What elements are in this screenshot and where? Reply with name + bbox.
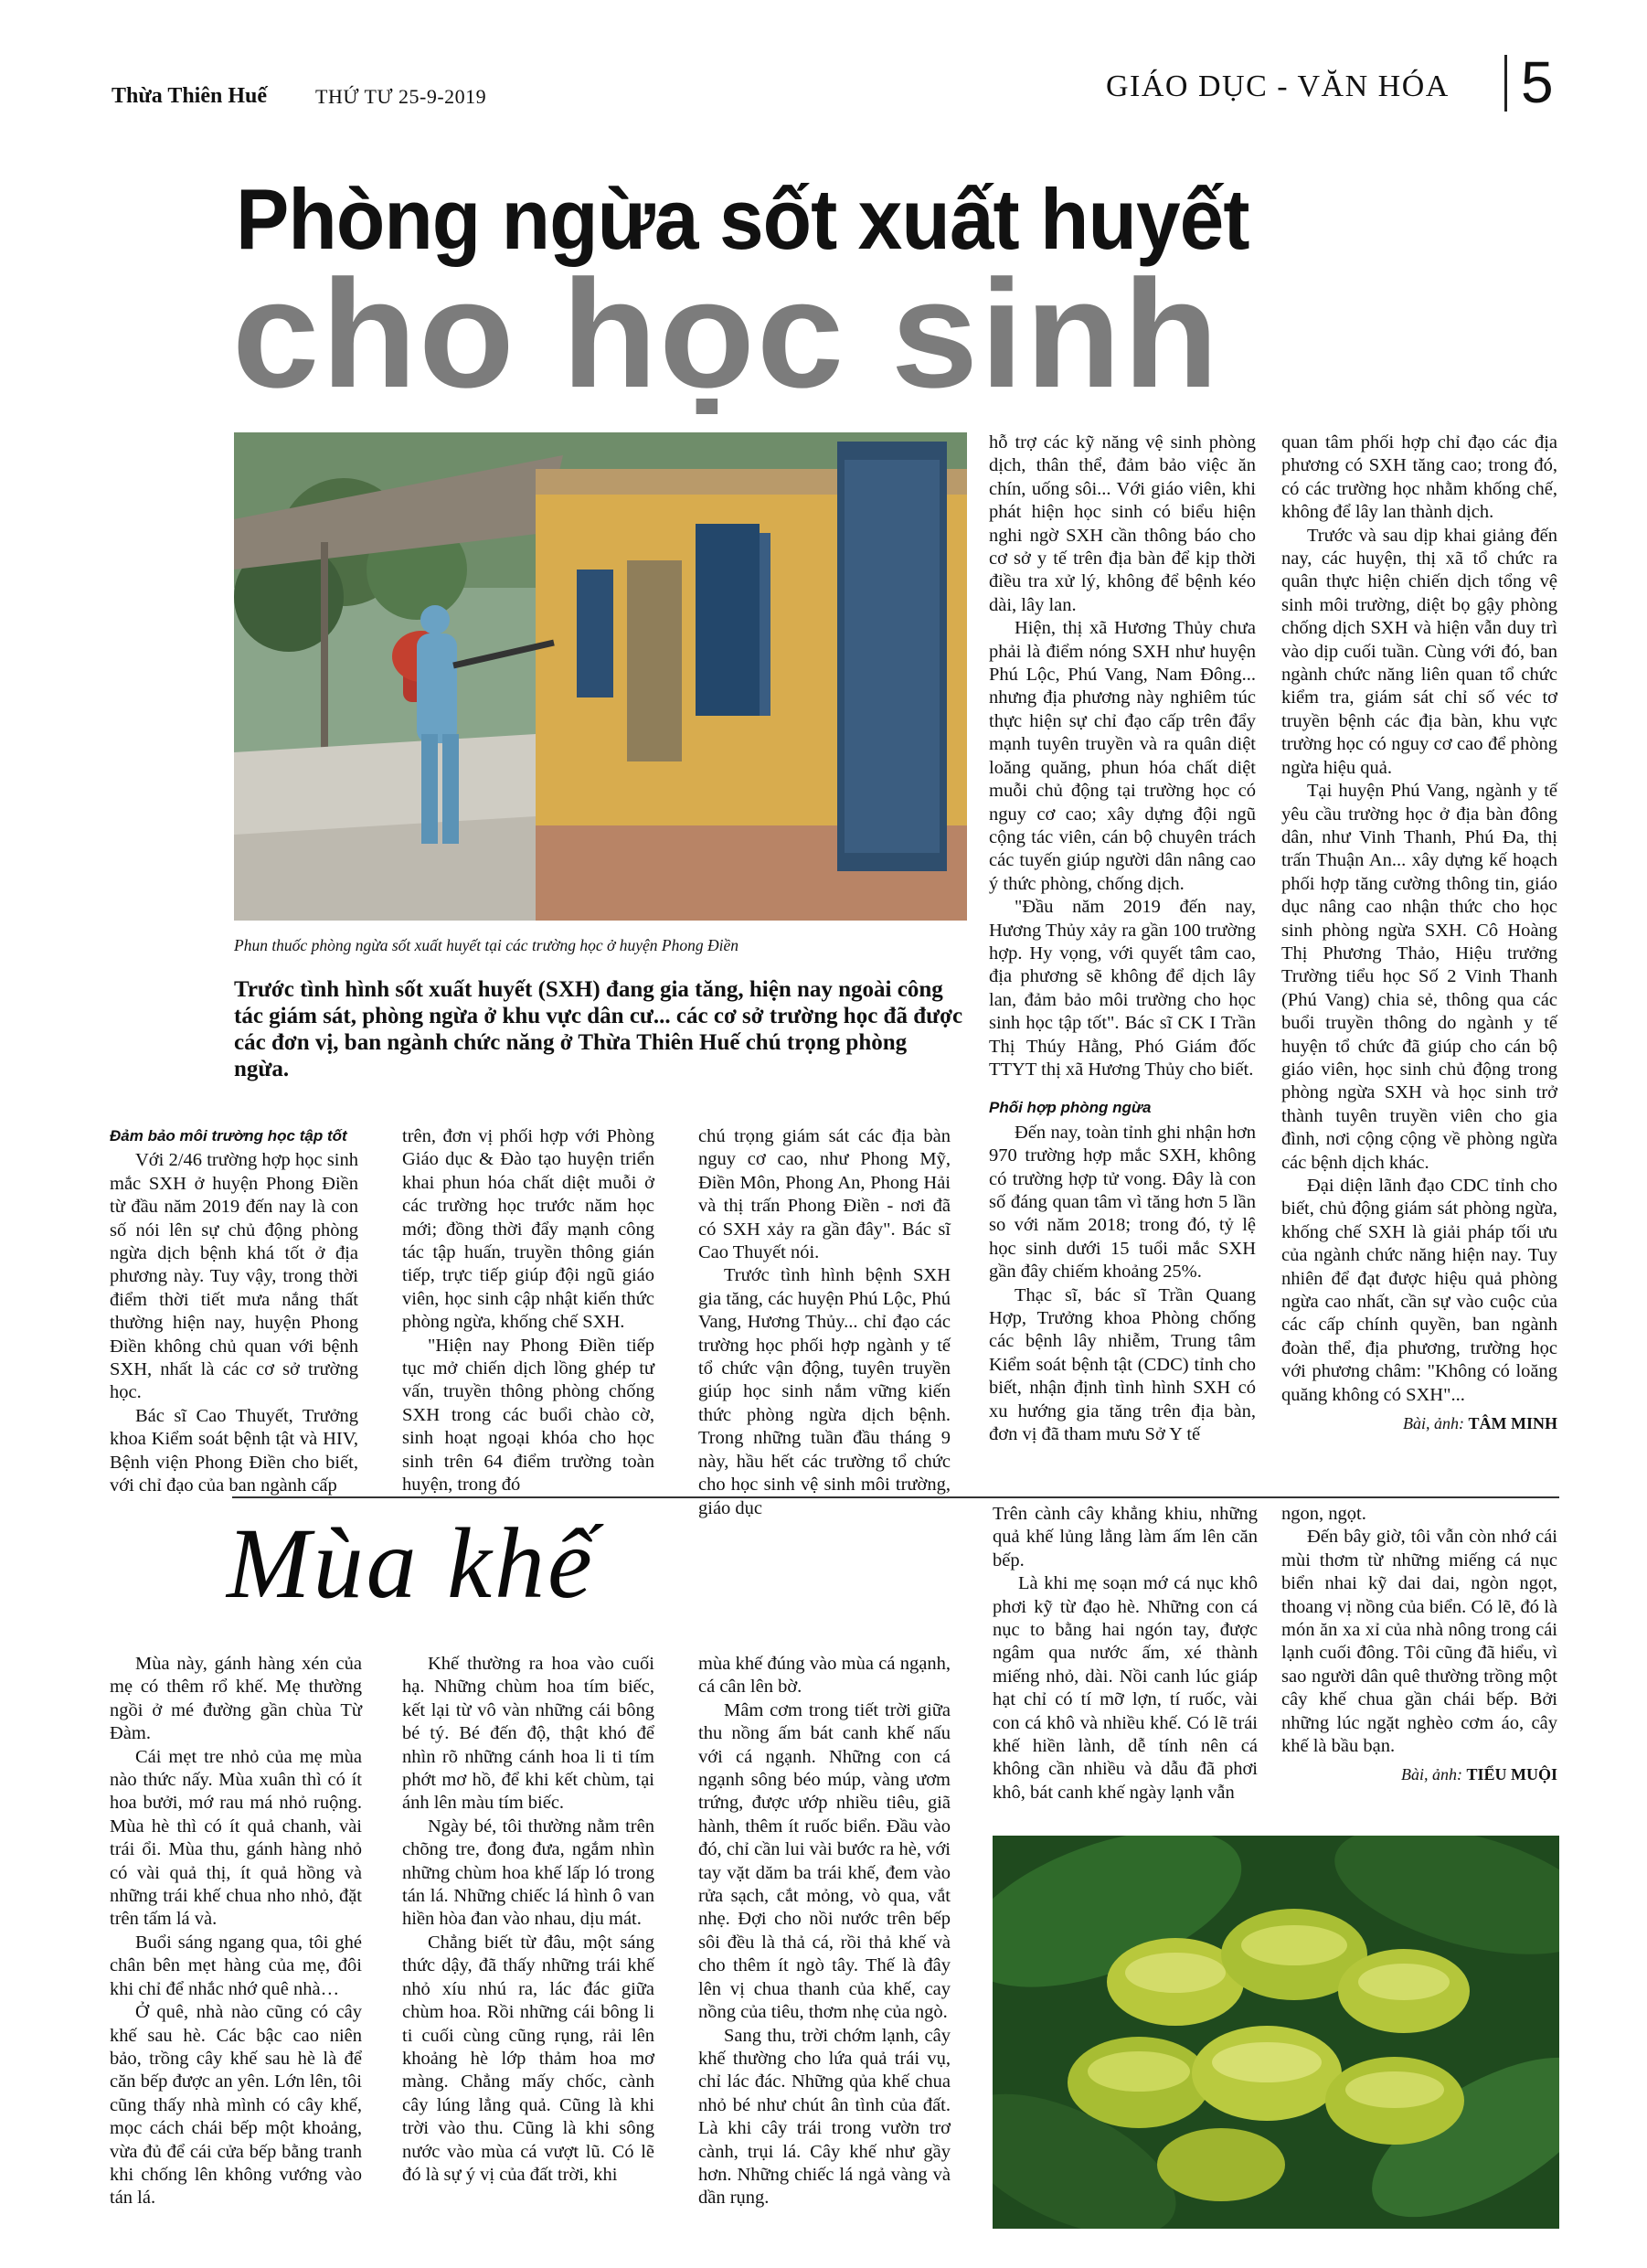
byline-label: Bài, ảnh: [1400,1765,1467,1784]
paragraph: ngon, ngọt. [1281,1504,1366,1524]
article1-column-3 [698,1125,951,1520]
paragraph: Đến nay, toàn tỉnh ghi nhận hơn 970 trường hợp mắc SXH, không có trường hợp tử vong. Đây là con số đáng quan tâm vì tăng hơn 5 lần so với năm 2018; trong đó, tỷ lệ học sinh dưới 15 tuổi mắc SXH gần đây chiếm khoảng 25%. [989,1122,1256,1283]
article1-column-1 [110,1124,358,1498]
paragraph: Trước tình hình bệnh SXH gia tăng, các huyện Phú Lộc, Phú Vang, Hương Thủy... chỉ đạo các trường học phối hợp ngành y tế tổ chức vận động, tuyên truyền giúp học sinh nắm vững kiến thức phòng ngừa dịch bệnh. Trong những tuần đầu tháng 9 này, hầu hết các trường tổ chức cho học sinh vệ sinh môi trường, giáo dục [698,1265,951,1518]
article1-column-4 [989,431,1256,1446]
paragraph: Buổi sáng ngang qua, tôi ghé chân bên mẹt hàng của mẹ, đôi khi chỉ để nhắc nhớ quê nhà… [110,1932,362,1999]
paragraph: Bác sĩ Cao Thuyết, Trưởng khoa Kiểm soát bệnh tật và HIV, Bệnh viện Phong Điền cho biết, với chỉ đạo của ban ngành cấp [110,1405,358,1496]
article1-title-line2: cho học sinh [232,248,1221,420]
paragraph: Đại diện lãnh đạo CDC tỉnh cho biết, chủ động giám sát phòng ngừa, khống chế SXH là giải pháp tối ưu của ngành chức năng hiện nay. Tuy nhiên để đạt được hiệu quả phòng ngừa cao nhất, cần sự vào cuộc của các cấp chính quyền, ban ngành đoàn thể, địa phương, trường học với phương châm: "Không có loăng quăng không có SXH"... [1281,1176,1557,1405]
article1-title-line1: Phòng ngừa sốt xuất huyết [236,171,1249,267]
subheading: Phối hợp phòng ngừa [989,1099,1152,1117]
paragraph: Mâm cơm trong tiết trời giữa thu nồng ấm bát canh khế nấu với cá ngạnh. Những con cá ngạnh sông béo múp, vàng ươm trứng, được ướp nhiều tiêu, giã hành, thêm ít ruốc biển. Đầu vào đó, chỉ cần lui vài bước ra hè, với tay vặt dăm ba trái khế, đem vào rửa sạch, cắt mỏng, vò qua, vắt nhẹ. Đợi cho nồi nước trên bếp sôi đều là thả cá, rồi thả khế và cho thêm ít ngò tây. Thế là đây lên vị chua thanh của khế, cay nồng của tiêu, thơm nhẹ của ngò. [698,1699,951,2023]
article1-byline [1281,1412,1557,1435]
paragraph: quan tâm phối hợp chỉ đạo các địa phương có SXH tăng cao; trong đó, có các trường học nhằm khống chế, không để lây lan thành dịch. [1281,432,1557,523]
header-divider [1504,55,1507,112]
article1-column-5 [1281,431,1557,1435]
article2-title: Mùa khế [227,1507,595,1619]
byline-author: TIỂU MUỘI [1466,1765,1557,1784]
paragraph: "Hiện nay Phong Điền tiếp tục mở chiến dịch lồng ghép tư vấn, truyền thông phòng chống SXH trong các buổi chào cờ, sinh hoạt ngoại khóa cho học sinh trên 64 điểm trường toàn huyện, trong đó [402,1335,654,1496]
byline-author: TÂM MINH [1468,1414,1557,1433]
paragraph: Đến bây giờ, tôi vẫn còn nhớ cái mùi thơm từ những miếng cá nục biển nhai kỹ dai dai, ngòn ngọt, thoang vị nồng của biển. Có lẽ, đó là món ăn xa xỉ của nhà nông trong cái lạnh cuối đông. Tôi cũng đã hiểu, vì sao người dân quê thường trồng một cây khế chua gần chái bếp. Bởi những lúc ngặt nghèo cơm áo, cây khế là bầu bạn. [1281,1527,1557,1757]
article2-column-1 [110,1653,362,2210]
paragraph: Với 2/46 trường hợp học sinh mắc SXH ở huyện Phong Điền từ đầu năm 2019 đến nay là con số nói lên sự chủ động phòng ngừa dịch bệnh khá tốt ở địa phương này. Tuy vậy, trong thời điểm thời tiết mưa nắng thất thường hiện nay, huyện Phong Điền không chủ quan với bệnh SXH, nhất là các cơ sở trường học. [110,1150,358,1403]
article2-column-2 [402,1653,654,2187]
article1-lead: Trước tình hình sốt xuất huyết (SXH) đang gia tăng, hiện nay ngoài công tác giám sát, phòng ngừa ở khu vực dân cư... các cơ sở trường học đã được các đơn vị, ban ngành chức năng ở Thừa Thiên Huế chú trọng phòng ngừa. [234,977,963,1081]
paragraph: chú trọng giám sát các địa bàn nguy cơ cao, như Phong Mỹ, Điền Môn, Phong An, Phong Hải và thị trấn Phong Điền - nơi đã có SXH xảy ra gần đây". Bác sĩ Cao Thuyết nói. [698,1126,951,1263]
subheading: Đảm bảo môi trường học tập tốt [110,1127,347,1145]
issue-date: THỨ TƯ 25-9-2019 [315,85,487,108]
paragraph: Ngày bé, tôi thường nằm trên chõng tre, đong đưa, ngắm nhìn những chùm hoa khế lấp ló trong tán lá. Những chiếc lá hình ô van hiền hòa đan vào nhau, dịu mát. [402,1815,654,1930]
paragraph: "Đầu năm 2019 đến nay, Hương Thủy xảy ra gần 100 trường hợp. Hy vọng, với quyết tâm cao, địa phương sẽ không để dịch lây lan, đảm bảo môi trường cho học sinh học tập tốt". Bác sĩ CK I Trần Thị Thúy Hằng, Phó Giám đốc TTYT thị xã Hương Thủy cho biết. [989,897,1256,1080]
paragraph: mùa khế đúng vào mùa cá ngạnh, cá cân lên bờ. [698,1654,951,1698]
paragraph: trên, đơn vị phối hợp với Phòng Giáo dục & Đào tạo huyện triển khai phun hóa chất diệt muỗi ở các trường học trước năm học mới; đồng thời đẩy mạnh công tác tập huấn, truyền thông gián tiếp, trực tiếp giúp đội ngũ giáo viên, học sinh cập nhật kiến thức phòng ngừa, khống chế SXH. [402,1126,654,1333]
paragraph: Chẳng biết từ đâu, một sáng thức dậy, đã thấy những trái khế nhỏ xíu nhú ra, lác đác giữa chùm hoa. Rồi những cái bông li ti cuối cùng cũng rụng, rải lên khoảng hè lớp thảm hoa mơ màng. Chẳng mấy chốc, cành cây lúng lẳng quả. Cũng là khi trời vào thu. Cũng là khi sông nước vào mùa cá vượt lũ. Có lẽ đó là sự ý vị của đất trời, khi [402,1932,654,2185]
article2-column-5 [1281,1503,1557,1787]
article2-starfruit-photo [993,1836,1559,2229]
paragraph: Ở quê, nhà nào cũng có cây khế sau hè. Các bậc cao niên bảo, trồng cây khế sau hè là để căn bếp được an yên. Lớn lên, tôi cũng thấy nhà mình có cây khế, mọc cách chái bếp một khoảng, vừa đủ để cái cửa bếp bằng tranh khi chống lên không vướng vào tán lá. [110,2002,362,2209]
paragraph: Mùa này, gánh hàng xén của mẹ có thêm rổ khế. Mẹ thường ngồi ở mé đường gần chùa Từ Đàm. [110,1654,362,1744]
article-divider [232,1496,1559,1498]
paragraph: Là khi mẹ soạn mớ cá nục khô phơi kỹ từ đạo hè. Những con cá nục to bằng hai ngón tay, được ngâm qua nước ấm, xé thành miếng nhỏ, dài. Nồi canh lúc giáp hạt chỉ có tí mỡ lợn, tí ruốc, vài con cá khô và nhiều khế. Có lẽ trái khế hiền lành, dễ tính nên cá không cần nhiều và dẫu đã phơi khô, bát canh khế ngày lạnh vẫn [993,1573,1258,1803]
paragraph: hỗ trợ các kỹ năng vệ sinh phòng dịch, thân thể, đảm bảo việc ăn chín, uống sôi... Với giáo viên, khi phát hiện học sinh có biểu hiện nghi ngờ SXH cần thông báo cho cơ sở y tế trên địa bàn để kịp thời điều tra xử lý, không để bệnh kéo dài, lây lan. [989,432,1256,615]
paragraph: Sang thu, trời chớm lạnh, cây khế thường cho lứa quả trái vụ, chỉ lác đác. Những qủa khế chua nhỏ bé như chút ân tình của đất. Là khi cây trái trong vườn trơ cành, trụi lá. Cây khế như gầy hơn. Những chiếc lá ngả vàng và dần rụng. [698,2025,951,2209]
article1-photo-caption: Phun thuốc phòng ngừa sốt xuất huyết tại các trường học ở huyện Phong Điền [234,936,738,954]
article1-column-2 [402,1125,654,1497]
article2-column-4 [993,1503,1258,1805]
article2-byline [1281,1763,1557,1786]
page-number: 5 [1521,49,1554,115]
paragraph: Khế thường ra hoa vào cuối hạ. Những chùm hoa tím biếc, kết lại từ vô vàn những cái bông bé tý. Bé đến độ, thật khó để nhìn rõ những cánh hoa li ti tím phớt mơ hồ, để khi kết chùm, tại ánh lên màu tím biếc. [402,1654,654,1814]
paragraph: Thạc sĩ, bác sĩ Trần Quang Hợp, Trưởng khoa Phòng chống các bệnh lây nhiễm, Trung tâm Kiểm soát bệnh tật (CDC) tỉnh cho biết, nhận định tình hình SXH có xu hướng gia tăng trên địa bàn, đơn vị đã tham mưu Sở Y tế [989,1284,1256,1445]
byline-label: Bài, ảnh: [1403,1414,1469,1433]
section-title: GIÁO DỤC - VĂN HÓA [1106,69,1450,103]
paragraph: Trên cành cây khẳng khiu, những quả khế lủng lẳng làm ấm lên căn bếp. [993,1504,1258,1571]
paragraph: Hiện, thị xã Hương Thủy chưa phải là điểm nóng SXH như huyện Phú Lộc, Phú Vang, Nam Đông... nhưng địa phương này nghiêm túc thực hiện sự chỉ đạo cấp trên đẩy mạnh tuyên truyền và ra quân diệt loăng quăng, phun hóa chất diệt muỗi chủ động tại trường học có nguy cơ cao; xây dựng đội ngũ cộng tác viên, cán bộ chuyên trách các tuyến giúp người dân nâng cao ý thức phòng, chống dịch. [989,618,1256,894]
article1-photo [234,432,967,921]
paragraph: Cái mẹt tre nhỏ của mẹ mùa nào thức nấy. Mùa xuân thì có ít hoa bưởi, mớ rau má nhỏ ruộng. Mùa hè thì có ít quả chanh, vài trái ổi. Mùa thu, gánh hàng nhỏ có vài quả thị, ít quả hồng và những trái khế chua nho nhỏ, đặt trên tấm lá và. [110,1746,362,1930]
paragraph: Trước và sau dịp khai giảng đến nay, các huyện, thị xã tổ chức ra quân thực hiện chiến dịch tổng vệ sinh môi trường, diệt bọ gậy phòng chống dịch SXH và hiện vẫn duy trì vào dịp cuối tuần. Cùng với đó, ban ngành chức năng liên quan tổ chức kiểm tra, giám sát chỉ số véc tơ truyền bệnh các địa bàn, khu vực trường học có nguy cơ cao để phòng ngừa hiệu quả. [1281,525,1557,778]
newspaper-name: Thừa Thiên Huế [112,84,268,108]
article2-column-3 [698,1653,951,2210]
paragraph: Tại huyện Phú Vang, ngành y tế yêu cầu trường học ở địa bàn đông dân, như Vinh Thanh, Phú Đa, thị trấn Thuận An... xây dựng kế hoạch phối hợp tăng cường thông tin, giáo dục nâng cao nhận thức cho học sinh phòng ngừa SXH. Cô Hoàng Thị Phương Thảo, Hiệu trưởng Trường tiểu học Số 2 Vinh Thanh (Phú Vang) chia sẻ, thông qua các buổi truyền thông do ngành y tế huyện tổ chức đã giúp cho cán bộ giáo viên, học sinh chủ động trong phòng ngừa SXH và học sinh trở thành tuyên truyền viên cho gia đình, nơi cộng cộng về phòng ngừa các bệnh dịch khác. [1281,781,1557,1173]
